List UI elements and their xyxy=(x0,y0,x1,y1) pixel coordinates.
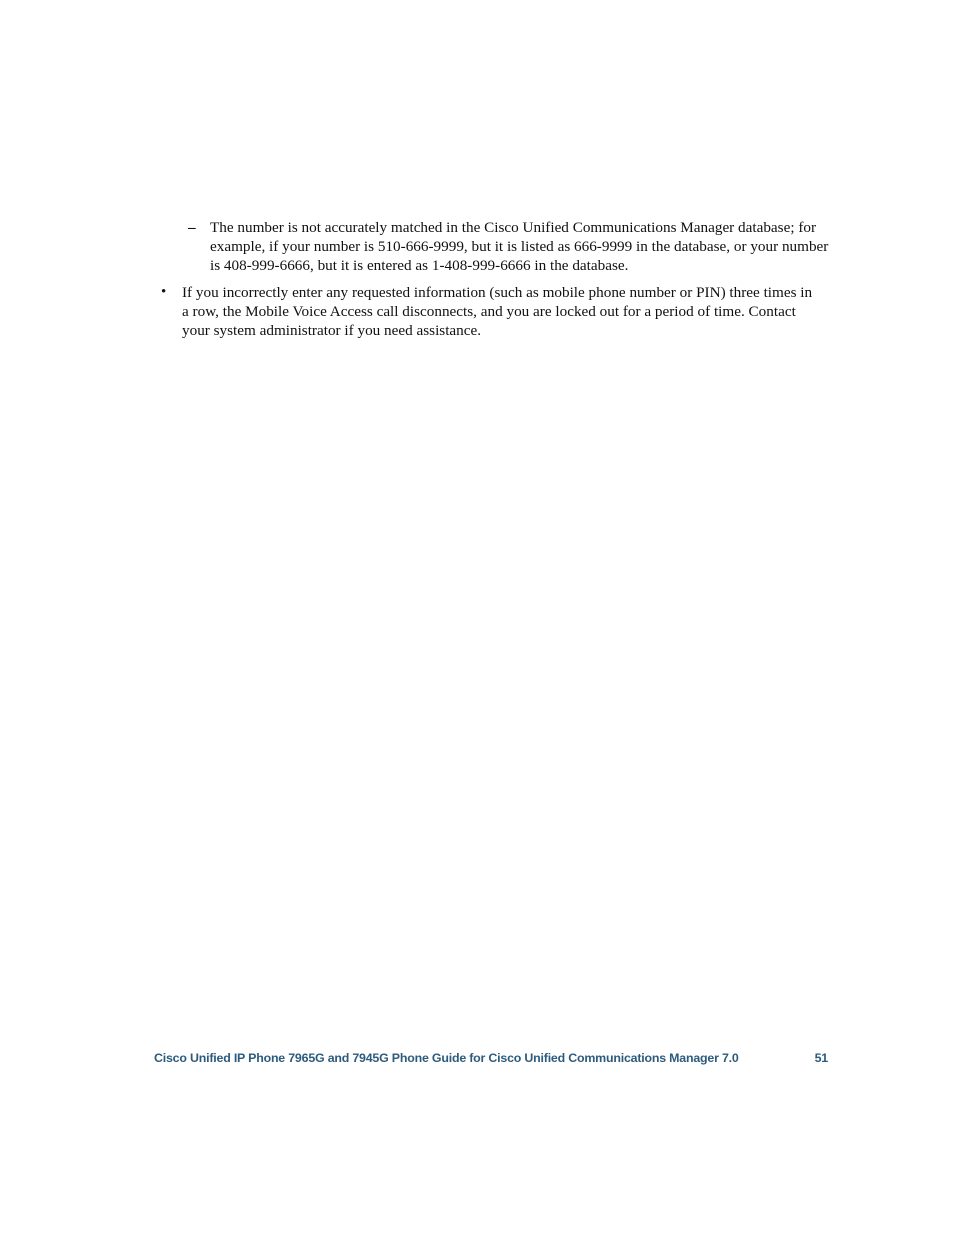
dash-marker: – xyxy=(188,219,196,236)
page-footer xyxy=(154,1051,828,1071)
dash-list-item xyxy=(188,218,830,276)
bullet-list-item xyxy=(161,283,822,341)
page-number: 51 xyxy=(814,1051,828,1065)
page-content xyxy=(160,218,840,340)
dash-item-text: The number is not accurately matched in the Cisco Unified Communications Manager database; for example, if your number is 510-666-9999, but it is listed as 666-9999 in the database, or your number is 408-999-6666, but it is entered as 1-408-999-6666 in the database. xyxy=(210,219,829,275)
bullet-item-text: If you incorrectly enter any requested information (such as mobile phone number or PIN) three times in a row, the Mobile Voice Access call disconnects, and you are locked out for a period of time. Contact your system administrator if you need assistance. xyxy=(182,283,813,340)
bullet-marker: • xyxy=(161,283,167,300)
footer-title: Cisco Unified IP Phone 7965G and 7945G Phone Guide for Cisco Unified Communications Manager 7.0 xyxy=(154,1051,739,1065)
